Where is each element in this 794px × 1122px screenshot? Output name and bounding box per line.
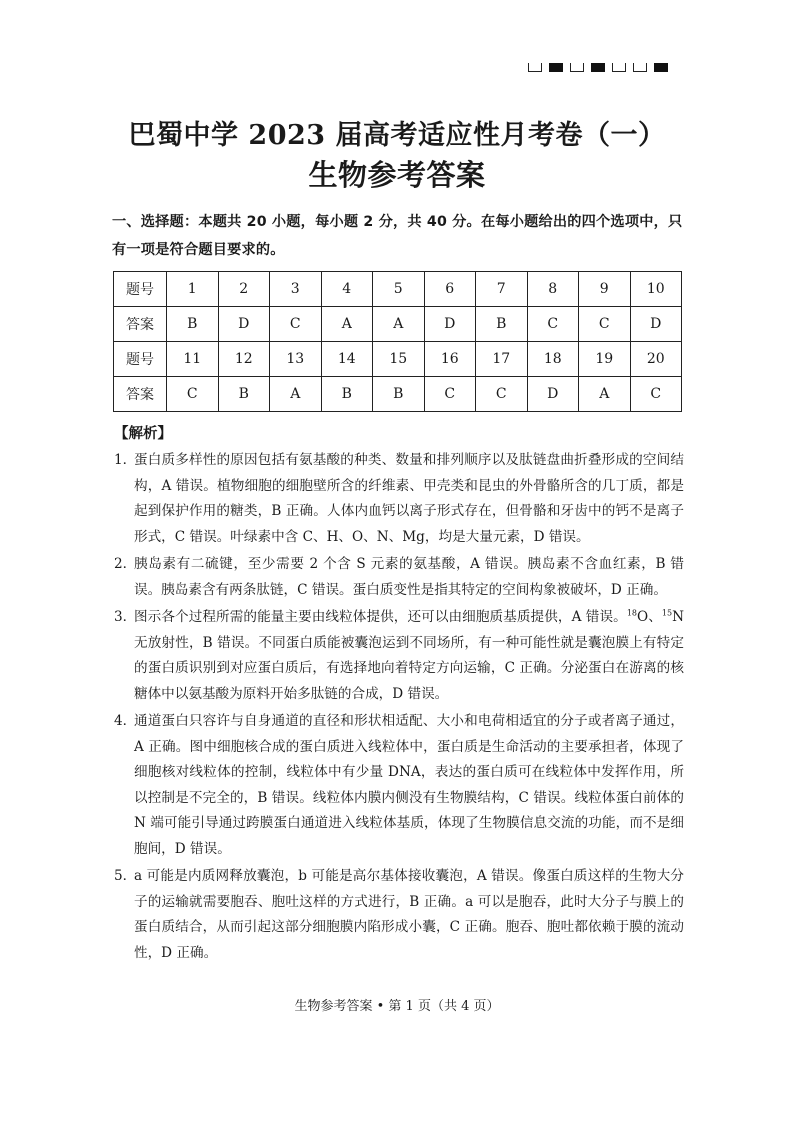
table-cell: 19 (579, 342, 631, 377)
table-cell: A (373, 307, 425, 342)
table-cell: A (579, 377, 631, 412)
explanation-item (114, 605, 684, 707)
page-mark (528, 63, 542, 72)
section-heading: 一、选择题：本题共 20 小题，每小题 2 分，共 40 分。在每小题给出的四个选项中，只有一项是符合题目要求的。 (112, 214, 683, 258)
table-cell: 8 (527, 272, 579, 307)
table-cell: D (630, 307, 682, 342)
table-cell: 6 (424, 272, 476, 307)
analysis-label: 【解析】 (114, 426, 172, 442)
table-cell: 5 (373, 272, 425, 307)
table-cell: 9 (579, 272, 631, 307)
table-cell: 答案 (114, 377, 167, 412)
table-cell: 18 (527, 342, 579, 377)
page-marks (528, 63, 668, 72)
explanation-text: a 可能是内质网释放囊泡，b 可能是高尔基体接收囊泡，A 错误。像蛋白质这样的生物大分子的运输就需要胞吞、胞吐这样的方式进行，B 正确。a 可以是胞吞，此时大分子与膜上的蛋白质结合，从而引起这部分细胞膜内陷形成小囊，C 正确。胞吞、胞吐都依赖于膜的流动性，D 正确。 (134, 868, 684, 961)
table-cell: 7 (476, 272, 528, 307)
page-mark (612, 63, 626, 72)
table-cell: C (424, 377, 476, 412)
table-cell: B (167, 307, 219, 342)
page-mark (591, 63, 605, 72)
table-cell: D (218, 307, 270, 342)
table-cell: 12 (218, 342, 270, 377)
explanation-item (114, 864, 684, 966)
isotope-superscript: 18 (626, 608, 637, 618)
table-cell: C (476, 377, 528, 412)
explanation-text: 蛋白质多样性的原因包括有氨基酸的种类、数量和排列顺序以及肽链盘曲折叠形成的空间结构，A 错误。植物细胞的细胞壁所含的纤维素、甲壳类和昆虫的外骨骼所含的几丁质，都是起到保护作用的糖类，B 正确。人体内血钙以离子形式存在，但骨骼和牙齿中的钙不是离子形式，C 错误。叶绿素中含 C、H、O、N、Mg，均是大量元素，D 错误。 (134, 452, 684, 545)
page-title: 巴蜀中学 2023 届高考适应性月考卷（一） (128, 120, 666, 151)
table-cell: 2 (218, 272, 270, 307)
explanation-item (114, 709, 684, 862)
table-cell: 14 (321, 342, 373, 377)
table-cell: C (167, 377, 219, 412)
table-cell: D (424, 307, 476, 342)
table-cell: 1 (167, 272, 219, 307)
table-cell: B (476, 307, 528, 342)
explanation-text: O、 (637, 609, 662, 625)
explanation-list (114, 448, 684, 968)
table-row (114, 272, 682, 307)
page-mark (654, 63, 668, 72)
explanation-number: 3． (114, 609, 137, 625)
table-cell: B (218, 377, 270, 412)
table-cell: 3 (270, 272, 322, 307)
explanation-item (114, 552, 684, 603)
table-cell: 20 (630, 342, 682, 377)
page-mark (570, 63, 584, 72)
table-cell: 题号 (114, 342, 167, 377)
table-cell: B (321, 377, 373, 412)
explanation-text: N 无放射性，B 错误。不同蛋白质能被囊泡运到不同场所，有一种可能性就是囊泡膜上有特定的蛋白质识别到对应蛋白质后，有选择地向着特定方向运输，C 正确。分泌蛋白在游离的核糖体中以氨基酸为原料开始多肽链的合成，D 错误。 (134, 609, 684, 702)
table-row (114, 377, 682, 412)
table-cell: D (527, 377, 579, 412)
explanation-number: 2． (114, 556, 137, 572)
isotope-superscript: 15 (661, 608, 673, 618)
answer-table (113, 271, 682, 412)
table-cell: B (373, 377, 425, 412)
table-cell: C (630, 377, 682, 412)
explanation-number: 1． (114, 452, 137, 468)
table-cell: 15 (373, 342, 425, 377)
page-subtitle: 生物参考答案 (308, 158, 486, 192)
table-row (114, 342, 682, 377)
table-cell: 题号 (114, 272, 167, 307)
explanation-text: 胰岛素有二硫键，至少需要 2 个含 S 元素的氨基酸，A 错误。胰岛素不含血红素，B 错误。胰岛素含有两条肽链，C 错误。蛋白质变性是指其特定的空间构象被破坏，D 正确。 (134, 556, 684, 598)
table-cell: C (579, 307, 631, 342)
explanation-text: 通道蛋白只容许与自身通道的直径和形状相适配、大小和电荷相适宜的分子或者离子通过，A 正确。图中细胞核合成的蛋白质进入线粒体中，蛋白质是生命活动的主要承担者，体现了细胞核对线粒体的控制，线粒体中有少量 DNA，表达的蛋白质可在线粒体中发挥作用，所以控制是不完全的，B 错误。线粒体内膜内侧没有生物膜结构，C 错误。线粒体蛋白前体的 N 端可能引导通过跨膜蛋白通道进入线粒体基质，体现了生物膜信息交流的功能，而不是细胞间，D 错误。 (134, 713, 684, 857)
page-mark (633, 63, 647, 72)
table-cell: C (527, 307, 579, 342)
table-cell: 11 (167, 342, 219, 377)
table-row (114, 307, 682, 342)
explanation-text: 图示各个过程所需的能量主要由线粒体提供，还可以由细胞质基质提供，A 错误。 (134, 609, 627, 625)
explanation-item (114, 448, 684, 550)
table-cell: A (321, 307, 373, 342)
table-cell: C (270, 307, 322, 342)
table-cell: 10 (630, 272, 682, 307)
table-cell: 4 (321, 272, 373, 307)
table-cell: 16 (424, 342, 476, 377)
table-cell: 答案 (114, 307, 167, 342)
explanation-number: 5． (114, 868, 137, 884)
table-cell: A (270, 377, 322, 412)
table-cell: 13 (270, 342, 322, 377)
table-cell: 17 (476, 342, 528, 377)
page-mark (549, 63, 563, 72)
explanation-number: 4． (114, 713, 137, 729)
page-footer: 生物参考答案 • 第 1 页（共 4 页） (294, 999, 500, 1014)
